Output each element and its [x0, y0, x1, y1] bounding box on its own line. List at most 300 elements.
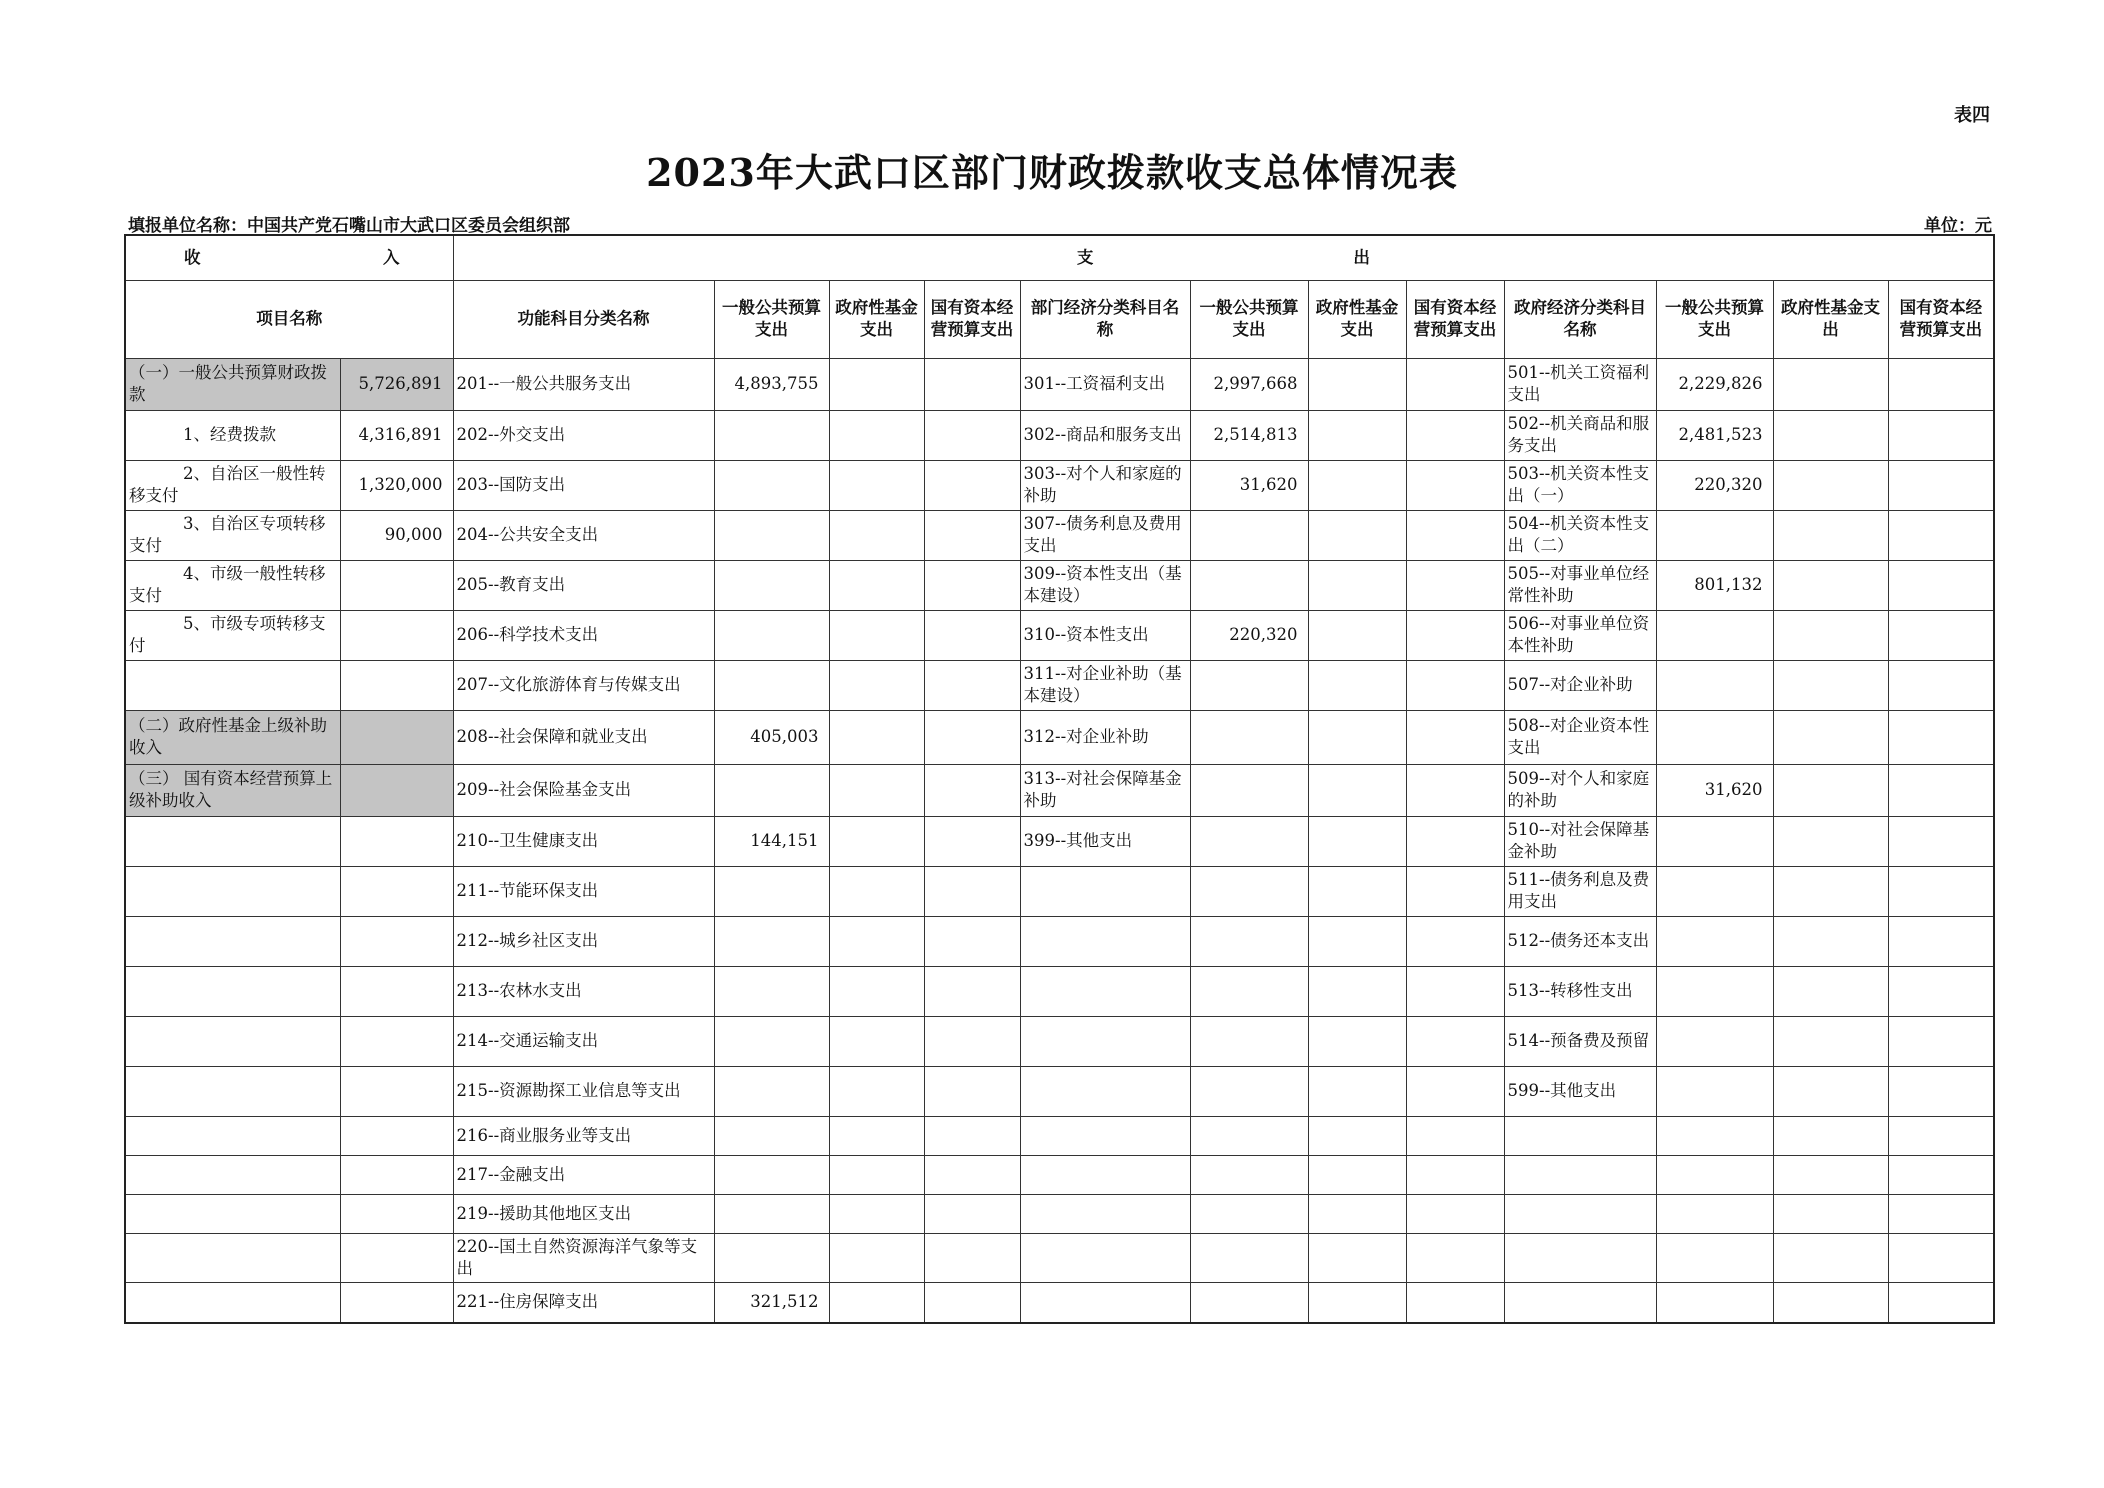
income-value-cell	[340, 1066, 453, 1116]
func-name-cell: 213--农林水支出	[453, 966, 714, 1016]
income-name-cell: （二）政府性基金上级补助收入	[125, 710, 340, 764]
dept-econ-cell	[1020, 866, 1190, 916]
func-soe-cell	[924, 660, 1020, 710]
gov-gov-fund-cell	[1773, 1066, 1888, 1116]
income-name-cell: 4、市级一般性转移支付	[125, 560, 340, 610]
income-name-cell: 1、经费拨款	[125, 410, 340, 460]
func-gov-fund-cell	[829, 1194, 924, 1233]
dept-general-cell	[1190, 1233, 1308, 1282]
dept-general-cell	[1190, 1066, 1308, 1116]
table-row	[125, 866, 1994, 916]
dept-econ-cell	[1020, 1194, 1190, 1233]
col-gov-general: 一般公共预算支出	[1656, 280, 1773, 358]
dept-general-cell	[1190, 866, 1308, 916]
gov-general-cell	[1656, 710, 1773, 764]
dept-gov-fund-cell	[1308, 610, 1406, 660]
gov-soe-cell	[1888, 764, 1994, 816]
income-value-cell: 4,316,891	[340, 410, 453, 460]
func-gov-fund-cell	[829, 358, 924, 410]
func-general-cell	[714, 764, 829, 816]
gov-econ-cell	[1504, 1155, 1656, 1194]
gov-gov-fund-cell	[1773, 510, 1888, 560]
dept-gov-fund-cell	[1308, 966, 1406, 1016]
func-soe-cell	[924, 764, 1020, 816]
gov-soe-cell	[1888, 1194, 1994, 1233]
gov-general-cell	[1656, 966, 1773, 1016]
table-row	[125, 510, 1994, 560]
gov-gov-fund-cell	[1773, 816, 1888, 866]
dept-gov-fund-cell	[1308, 358, 1406, 410]
dept-soe-cell	[1406, 1066, 1504, 1116]
income-name-cell	[125, 916, 340, 966]
func-general-cell: 321,512	[714, 1282, 829, 1323]
dept-soe-cell	[1406, 1194, 1504, 1233]
dept-soe-cell	[1406, 610, 1504, 660]
dept-econ-cell	[1020, 1066, 1190, 1116]
gov-general-cell	[1656, 1155, 1773, 1194]
func-soe-cell	[924, 460, 1020, 510]
func-name-cell: 207--文化旅游体育与传媒支出	[453, 660, 714, 710]
func-general-cell	[714, 1155, 829, 1194]
func-gov-fund-cell	[829, 1233, 924, 1282]
dept-soe-cell	[1406, 1282, 1504, 1323]
func-soe-cell	[924, 710, 1020, 764]
dept-gov-fund-cell	[1308, 1016, 1406, 1066]
func-soe-cell	[924, 358, 1020, 410]
table-row	[125, 610, 1994, 660]
table-row	[125, 1155, 1994, 1194]
dept-gov-fund-cell	[1308, 1155, 1406, 1194]
budget-table	[124, 234, 1995, 1324]
income-name-cell	[125, 866, 340, 916]
dept-econ-cell	[1020, 966, 1190, 1016]
col-dept-gov-fund: 政府性基金支出	[1308, 280, 1406, 358]
gov-gov-fund-cell	[1773, 358, 1888, 410]
func-general-cell	[714, 410, 829, 460]
gov-general-cell	[1656, 1016, 1773, 1066]
income-name-cell	[125, 1233, 340, 1282]
gov-gov-fund-cell	[1773, 966, 1888, 1016]
table-row	[125, 358, 1994, 410]
func-general-cell	[714, 1016, 829, 1066]
dept-soe-cell	[1406, 410, 1504, 460]
dept-econ-cell: 301--工资福利支出	[1020, 358, 1190, 410]
gov-general-cell	[1656, 866, 1773, 916]
col-func-name: 功能科目分类名称	[453, 280, 714, 358]
func-name-cell: 201--一般公共服务支出	[453, 358, 714, 410]
func-general-cell	[714, 1194, 829, 1233]
table-row	[125, 1282, 1994, 1323]
func-soe-cell	[924, 510, 1020, 560]
dept-econ-cell	[1020, 1282, 1190, 1323]
income-name-cell	[125, 1282, 340, 1323]
col-func-soe: 国有资本经营预算支出	[924, 280, 1020, 358]
dept-soe-cell	[1406, 1016, 1504, 1066]
func-gov-fund-cell	[829, 966, 924, 1016]
dept-econ-cell: 313--对社会保障基金补助	[1020, 764, 1190, 816]
gov-general-cell	[1656, 1194, 1773, 1233]
func-name-cell: 211--节能环保支出	[453, 866, 714, 916]
dept-general-cell	[1190, 1282, 1308, 1323]
func-gov-fund-cell	[829, 610, 924, 660]
gov-soe-cell	[1888, 460, 1994, 510]
gov-general-cell: 2,481,523	[1656, 410, 1773, 460]
func-gov-fund-cell	[829, 1282, 924, 1323]
func-general-cell	[714, 866, 829, 916]
dept-general-cell: 220,320	[1190, 610, 1308, 660]
col-gov-soe: 国有资本经营预算支出	[1888, 280, 1994, 358]
income-value-cell	[340, 1116, 453, 1155]
dept-soe-cell	[1406, 510, 1504, 560]
dept-gov-fund-cell	[1308, 916, 1406, 966]
income-name-cell	[125, 1066, 340, 1116]
income-name-cell: （三） 国有资本经营预算上级补助收入	[125, 764, 340, 816]
gov-econ-cell: 509--对个人和家庭的补助	[1504, 764, 1656, 816]
func-gov-fund-cell	[829, 916, 924, 966]
col-gov-econ: 政府经济分类科目名称	[1504, 280, 1656, 358]
gov-general-cell	[1656, 1116, 1773, 1155]
dept-general-cell	[1190, 1194, 1308, 1233]
func-general-cell	[714, 610, 829, 660]
func-gov-fund-cell	[829, 1155, 924, 1194]
func-soe-cell	[924, 1194, 1020, 1233]
gov-econ-cell	[1504, 1282, 1656, 1323]
income-name-cell	[125, 816, 340, 866]
func-general-cell	[714, 560, 829, 610]
dept-gov-fund-cell	[1308, 560, 1406, 610]
func-name-cell: 208--社会保障和就业支出	[453, 710, 714, 764]
gov-gov-fund-cell	[1773, 1194, 1888, 1233]
func-general-cell: 4,893,755	[714, 358, 829, 410]
func-name-cell: 216--商业服务业等支出	[453, 1116, 714, 1155]
func-gov-fund-cell	[829, 1066, 924, 1116]
gov-gov-fund-cell	[1773, 560, 1888, 610]
gov-gov-fund-cell	[1773, 1155, 1888, 1194]
income-value-cell	[340, 866, 453, 916]
func-name-cell: 212--城乡社区支出	[453, 916, 714, 966]
func-soe-cell	[924, 966, 1020, 1016]
func-soe-cell	[924, 1155, 1020, 1194]
dept-general-cell: 2,514,813	[1190, 410, 1308, 460]
income-value-cell	[340, 1233, 453, 1282]
gov-general-cell	[1656, 916, 1773, 966]
dept-gov-fund-cell	[1308, 410, 1406, 460]
income-value-cell: 90,000	[340, 510, 453, 560]
income-header: 收 入	[125, 235, 453, 280]
func-soe-cell	[924, 1233, 1020, 1282]
table-row	[125, 1066, 1994, 1116]
dept-econ-cell	[1020, 1155, 1190, 1194]
gov-econ-cell: 505--对事业单位经常性补助	[1504, 560, 1656, 610]
func-name-cell: 217--金融支出	[453, 1155, 714, 1194]
dept-general-cell	[1190, 1116, 1308, 1155]
gov-soe-cell	[1888, 1066, 1994, 1116]
gov-econ-cell: 507--对企业补助	[1504, 660, 1656, 710]
table-row	[125, 1016, 1994, 1066]
col-dept-soe: 国有资本经营预算支出	[1406, 280, 1504, 358]
gov-general-cell	[1656, 1066, 1773, 1116]
func-gov-fund-cell	[829, 1016, 924, 1066]
dept-gov-fund-cell	[1308, 816, 1406, 866]
gov-econ-cell: 503--机关资本性支出（一）	[1504, 460, 1656, 510]
income-name-cell	[125, 966, 340, 1016]
gov-econ-cell: 511--债务利息及费用支出	[1504, 866, 1656, 916]
dept-econ-cell	[1020, 916, 1190, 966]
income-name-cell: 5、市级专项转移支付	[125, 610, 340, 660]
func-name-cell: 221--住房保障支出	[453, 1282, 714, 1323]
gov-soe-cell	[1888, 358, 1994, 410]
header-row-columns	[125, 280, 1994, 358]
income-value-cell	[340, 610, 453, 660]
gov-general-cell: 801,132	[1656, 560, 1773, 610]
table-row	[125, 1233, 1994, 1282]
func-gov-fund-cell	[829, 460, 924, 510]
dept-gov-fund-cell	[1308, 710, 1406, 764]
gov-gov-fund-cell	[1773, 1016, 1888, 1066]
income-value-cell	[340, 816, 453, 866]
gov-general-cell	[1656, 510, 1773, 560]
income-value-cell	[340, 1016, 453, 1066]
func-soe-cell	[924, 410, 1020, 460]
gov-general-cell: 31,620	[1656, 764, 1773, 816]
col-dept-econ: 部门经济分类科目名称	[1020, 280, 1190, 358]
gov-soe-cell	[1888, 1155, 1994, 1194]
dept-general-cell	[1190, 916, 1308, 966]
func-gov-fund-cell	[829, 866, 924, 916]
dept-econ-cell: 309--资本性支出（基本建设）	[1020, 560, 1190, 610]
func-general-cell	[714, 460, 829, 510]
gov-econ-cell: 599--其他支出	[1504, 1066, 1656, 1116]
table-row	[125, 916, 1994, 966]
gov-gov-fund-cell	[1773, 866, 1888, 916]
income-value-cell	[340, 966, 453, 1016]
dept-soe-cell	[1406, 358, 1504, 410]
income-name-cell	[125, 660, 340, 710]
gov-econ-cell: 501--机关工资福利支出	[1504, 358, 1656, 410]
func-soe-cell	[924, 1016, 1020, 1066]
gov-gov-fund-cell	[1773, 610, 1888, 660]
dept-soe-cell	[1406, 916, 1504, 966]
func-general-cell	[714, 1066, 829, 1116]
func-name-cell: 203--国防支出	[453, 460, 714, 510]
reporting-unit: 填报单位名称：中国共产党石嘴山市大武口区委员会组织部	[128, 216, 570, 236]
gov-gov-fund-cell	[1773, 460, 1888, 510]
func-gov-fund-cell	[829, 510, 924, 560]
gov-general-cell	[1656, 1282, 1773, 1323]
gov-econ-cell: 513--转移性支出	[1504, 966, 1656, 1016]
income-value-cell	[340, 916, 453, 966]
income-value-cell	[340, 1194, 453, 1233]
dept-general-cell	[1190, 1155, 1308, 1194]
dept-general-cell	[1190, 560, 1308, 610]
gov-econ-cell	[1504, 1194, 1656, 1233]
dept-soe-cell	[1406, 866, 1504, 916]
gov-econ-cell: 504--机关资本性支出（二）	[1504, 510, 1656, 560]
income-value-cell	[340, 764, 453, 816]
table-row	[125, 560, 1994, 610]
gov-general-cell	[1656, 660, 1773, 710]
gov-econ-cell: 512--债务还本支出	[1504, 916, 1656, 966]
func-name-cell: 206--科学技术支出	[453, 610, 714, 660]
dept-soe-cell	[1406, 560, 1504, 610]
gov-econ-cell	[1504, 1233, 1656, 1282]
gov-econ-cell: 502--机关商品和服务支出	[1504, 410, 1656, 460]
gov-soe-cell	[1888, 610, 1994, 660]
col-gov-gov-fund: 政府性基金支出	[1773, 280, 1888, 358]
dept-general-cell	[1190, 510, 1308, 560]
table-row	[125, 710, 1994, 764]
dept-gov-fund-cell	[1308, 660, 1406, 710]
col-func-general: 一般公共预算支出	[714, 280, 829, 358]
gov-general-cell	[1656, 816, 1773, 866]
dept-soe-cell	[1406, 710, 1504, 764]
income-name-cell: 2、自治区一般性转移支付	[125, 460, 340, 510]
dept-econ-cell: 311--对企业补助（基本建设）	[1020, 660, 1190, 710]
func-soe-cell	[924, 560, 1020, 610]
gov-general-cell	[1656, 610, 1773, 660]
dept-general-cell: 2,997,668	[1190, 358, 1308, 410]
dept-general-cell	[1190, 1016, 1308, 1066]
func-general-cell	[714, 1116, 829, 1155]
func-gov-fund-cell	[829, 410, 924, 460]
func-general-cell: 405,003	[714, 710, 829, 764]
gov-soe-cell	[1888, 1116, 1994, 1155]
func-general-cell	[714, 510, 829, 560]
income-value-cell	[340, 560, 453, 610]
dept-gov-fund-cell	[1308, 1233, 1406, 1282]
func-gov-fund-cell	[829, 816, 924, 866]
func-general-cell	[714, 916, 829, 966]
dept-general-cell	[1190, 816, 1308, 866]
func-name-cell: 215--资源勘探工业信息等支出	[453, 1066, 714, 1116]
income-value-cell	[340, 710, 453, 764]
dept-gov-fund-cell	[1308, 1194, 1406, 1233]
gov-general-cell	[1656, 1233, 1773, 1282]
func-name-cell: 202--外交支出	[453, 410, 714, 460]
func-soe-cell	[924, 916, 1020, 966]
gov-soe-cell	[1888, 1016, 1994, 1066]
gov-econ-cell: 506--对事业单位资本性补助	[1504, 610, 1656, 660]
func-soe-cell	[924, 610, 1020, 660]
func-name-cell: 204--公共安全支出	[453, 510, 714, 560]
gov-soe-cell	[1888, 660, 1994, 710]
func-name-cell: 209--社会保险基金支出	[453, 764, 714, 816]
gov-soe-cell	[1888, 1233, 1994, 1282]
income-name-cell: （一）一般公共预算财政拨款	[125, 358, 340, 410]
gov-gov-fund-cell	[1773, 916, 1888, 966]
income-value-cell	[340, 660, 453, 710]
dept-econ-cell: 310--资本性支出	[1020, 610, 1190, 660]
func-name-cell: 205--教育支出	[453, 560, 714, 610]
dept-econ-cell: 302--商品和服务支出	[1020, 410, 1190, 460]
dept-gov-fund-cell	[1308, 460, 1406, 510]
gov-econ-cell: 510--对社会保障基金补助	[1504, 816, 1656, 866]
table-row	[125, 764, 1994, 816]
gov-general-cell: 220,320	[1656, 460, 1773, 510]
dept-soe-cell	[1406, 460, 1504, 510]
dept-econ-cell: 399--其他支出	[1020, 816, 1190, 866]
func-name-cell: 220--国土自然资源海洋气象等支出	[453, 1233, 714, 1282]
table-row	[125, 410, 1994, 460]
income-value-cell: 5,726,891	[340, 358, 453, 410]
gov-general-cell: 2,229,826	[1656, 358, 1773, 410]
func-name-cell: 214--交通运输支出	[453, 1016, 714, 1066]
dept-soe-cell	[1406, 1155, 1504, 1194]
dept-gov-fund-cell	[1308, 1066, 1406, 1116]
func-soe-cell	[924, 1282, 1020, 1323]
dept-gov-fund-cell	[1308, 1282, 1406, 1323]
income-value-cell: 1,320,000	[340, 460, 453, 510]
gov-soe-cell	[1888, 510, 1994, 560]
func-general-cell	[714, 966, 829, 1016]
dept-soe-cell	[1406, 966, 1504, 1016]
expense-header: 支 出	[453, 235, 1994, 280]
table-number: 表四	[1954, 105, 1990, 126]
dept-econ-cell	[1020, 1116, 1190, 1155]
table-row	[125, 460, 1994, 510]
dept-soe-cell	[1406, 1233, 1504, 1282]
func-gov-fund-cell	[829, 710, 924, 764]
dept-econ-cell	[1020, 1016, 1190, 1066]
gov-soe-cell	[1888, 710, 1994, 764]
income-name-cell	[125, 1016, 340, 1066]
func-soe-cell	[924, 1116, 1020, 1155]
gov-soe-cell	[1888, 916, 1994, 966]
table-row	[125, 1194, 1994, 1233]
gov-soe-cell	[1888, 816, 1994, 866]
gov-gov-fund-cell	[1773, 1282, 1888, 1323]
dept-general-cell	[1190, 660, 1308, 710]
dept-general-cell	[1190, 710, 1308, 764]
gov-econ-cell	[1504, 1116, 1656, 1155]
table-row	[125, 816, 1994, 866]
gov-gov-fund-cell	[1773, 1233, 1888, 1282]
func-general-cell: 144,151	[714, 816, 829, 866]
gov-soe-cell	[1888, 410, 1994, 460]
gov-gov-fund-cell	[1773, 764, 1888, 816]
currency-unit: 单位：元	[1924, 216, 1992, 236]
func-name-cell: 219--援助其他地区支出	[453, 1194, 714, 1233]
gov-gov-fund-cell	[1773, 710, 1888, 764]
func-soe-cell	[924, 866, 1020, 916]
dept-gov-fund-cell	[1308, 764, 1406, 816]
table-row	[125, 660, 1994, 710]
func-gov-fund-cell	[829, 660, 924, 710]
dept-general-cell: 31,620	[1190, 460, 1308, 510]
func-general-cell	[714, 660, 829, 710]
gov-soe-cell	[1888, 966, 1994, 1016]
header-row-section	[125, 235, 1994, 280]
dept-econ-cell: 307--债务利息及费用支出	[1020, 510, 1190, 560]
income-name-cell	[125, 1155, 340, 1194]
table-row	[125, 1116, 1994, 1155]
func-gov-fund-cell	[829, 1116, 924, 1155]
table-row	[125, 966, 1994, 1016]
func-general-cell	[714, 1233, 829, 1282]
dept-gov-fund-cell	[1308, 1116, 1406, 1155]
col-item-name: 项目名称	[125, 280, 453, 358]
dept-econ-cell: 312--对企业补助	[1020, 710, 1190, 764]
gov-gov-fund-cell	[1773, 410, 1888, 460]
dept-econ-cell	[1020, 1233, 1190, 1282]
gov-soe-cell	[1888, 560, 1994, 610]
dept-general-cell	[1190, 764, 1308, 816]
func-soe-cell	[924, 1066, 1020, 1116]
dept-soe-cell	[1406, 660, 1504, 710]
func-soe-cell	[924, 816, 1020, 866]
dept-soe-cell	[1406, 1116, 1504, 1155]
dept-econ-cell: 303--对个人和家庭的补助	[1020, 460, 1190, 510]
